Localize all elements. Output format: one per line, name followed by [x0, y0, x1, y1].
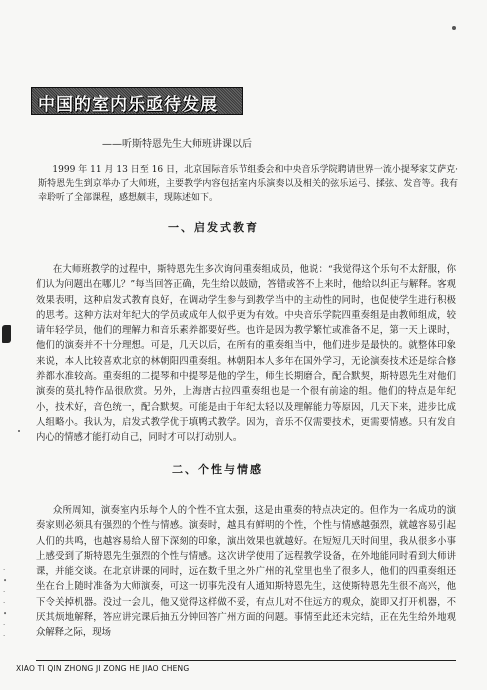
- section-paragraph-2: 众所周知，演奏室内乐每个人的个性不宜太强，这是由重奏的特点决定的。但作为一名成功的演奏家则必须具有强烈的个性与情感。演奏时，越具有鲜明的个性，个性与情感越强烈，就越容易引起人们的共鸣，也越容易给人留下深刻的印象，演出效果也就越好。在短短几天时间里，我从很多小事上感受到了斯特恩先生强烈的个性与情感。这次讲学使用了远程教学设备，在外地能同时看到大师讲课，并能交谈。在北京讲课的同时，远在数千里之外广州的礼堂里也坐了很多人，他们的四重奏组还坐在台上随时准备为大师演奏，可这一切事先没有人通知斯特恩先生，这使斯特恩先生很不高兴，他下令关掉机器。没过一会儿，他又觉得这样做不妥，有点儿对不住远方的观众，旋即又打开机器，不厌其烦地解释，答应讲完课后抽五分钟回答广州方面的问题。事情至此还未完结，正在先生给外地观众解释之际，现场: [36, 505, 456, 639]
- article-subtitle: ——听斯特恩先生大师班讲课以后: [102, 139, 252, 150]
- footer-rule: [36, 660, 456, 661]
- intro-paragraph: 1999 年 11 月 13 日至 16 日，北京国际音乐节组委会和中央音乐学院聘请世界一流小提琴家艾萨克·斯特恩先生到京举办了大师班，主要教学内容包括室内乐演奏以及相关的弦乐运弓、揉弦、发音等。我有幸聆听了全部课程，感想颇丰，现陈述如下。: [38, 165, 458, 203]
- title-banner: [31, 87, 243, 115]
- section-heading-1: 一、启发式教育: [168, 221, 259, 234]
- binding-mark: [2, 325, 11, 343]
- margin-dots: · • · · • · ·: [3, 566, 8, 640]
- running-footer: XIAO TI QIN ZHONG JI ZONG HE JIAO CHENG: [16, 664, 190, 673]
- article-title: 中国的室内乐亟待发展: [38, 95, 218, 115]
- dust-speck: [18, 430, 20, 432]
- dust-speck: [452, 26, 456, 30]
- section-paragraph-1: 在大师班教学的过程中，斯特恩先生多次询问重奏组成员，他说：“我觉得这个乐句不太舒服，你们认为问题出在哪儿？”每当回答正确，先生给以鼓励，答错或答不上来时，他给以纠正与解释。客观效果表明，这种启发式教育良好，在调动学生参与到教学当中的主动性的同时，也促使学生进行积极的思考。这种方法对年纪大的学员或成年人似乎更为有效。中央音乐学院四重奏组是由教师组成，较请年轻学员，他们的理解力和音乐素养都要好些。也许是因为教学繁忙或准备不足，第一天上课时，他们的演奏并不十分理想。可是，几天以后，在所有的重奏组当中，他们进步是最快的。就整体印象来说，本人比较喜欢北京的林朝阳四重奏组。林朝阳本人多年在国外学习，无论演奏技术还是综合修养都水准较高。重奏组的二提琴和中提琴是他的学生，师生长期磨合，配合默契，斯特恩先生对他们演奏的莫扎特作品很欣赏。另外，上海唐古拉四重奏组也是一个很有前途的组。他们的特点是年纪小，技术好，音色统一，配合默契。可能是由于年纪太轻以及理解能力等原因，几天下来，进步比成人组略小。我认为，启发式教学优于填鸭式教学。因为，音乐不仅需要技术，更需要情感。只有发自内心的情感才能打动自己，同时才可以打动别人。: [36, 264, 456, 444]
- section-heading-2: 二、个性与情感: [172, 463, 263, 476]
